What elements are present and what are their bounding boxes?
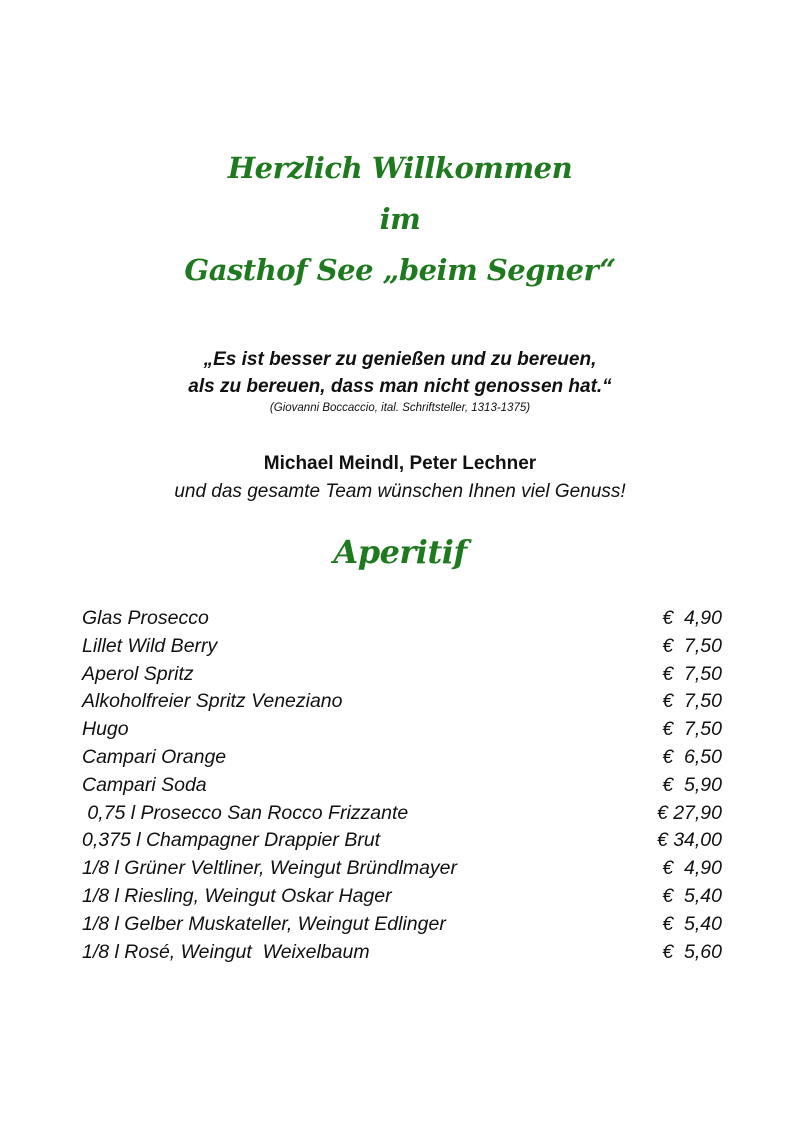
menu-item-price: € 4,90: [662, 857, 722, 880]
menu-item-name: Lillet Wild Berry: [82, 634, 218, 657]
hosts-block: [0, 450, 800, 506]
menu-item-price: € 5,90: [662, 773, 722, 796]
menu-item-name: 1/8 l Rosé, Weingut Weixelbaum: [82, 940, 370, 963]
menu-item: [82, 633, 722, 661]
menu-item-name: Alkoholfreier Spritz Veneziano: [82, 690, 343, 713]
menu-item: [82, 744, 722, 772]
menu-item: [82, 827, 722, 855]
welcome-heading: [0, 145, 800, 298]
host-names: Michael Meindl, Peter Lechner: [263, 453, 537, 474]
menu-item: [82, 661, 722, 689]
menu-item-name: 1/8 l Gelber Muskateller, Weingut Edlinger: [82, 912, 446, 935]
menu-item-name: Glas Prosecco: [82, 607, 209, 629]
menu-item: [82, 911, 722, 939]
menu-item: [82, 772, 722, 800]
menu-item: [82, 605, 722, 633]
menu-item-name: 1/8 l Grüner Veltliner, Weingut Bründlmayer: [82, 857, 458, 880]
menu-item: [82, 939, 722, 967]
menu-item-name: Aperol Spritz: [82, 662, 194, 685]
menu-item-price: € 27,90: [656, 801, 722, 824]
menu-item-price: € 7,50: [662, 718, 722, 741]
menu-item: [82, 716, 722, 744]
quote: [0, 346, 800, 400]
quote-line-2: als zu bereuen, dass man nicht genossen hat.“: [188, 376, 612, 397]
section-title-aperitif: Aperitif: [333, 533, 467, 571]
menu-item-name: Campari Orange: [82, 745, 227, 768]
quote-source: (Giovanni Boccaccio, ital. Schriftsteller, 1313-1375): [269, 402, 531, 414]
menu-item-price: € 4,90: [662, 607, 722, 629]
welcome-line-2: im: [379, 202, 421, 236]
menu-item-price: € 7,50: [662, 662, 722, 685]
menu-item-price: € 7,50: [662, 634, 722, 657]
welcome-line-3: Gasthof See „beim Segner“: [184, 253, 616, 287]
aperitif-menu-list: [82, 605, 722, 966]
menu-item-price: € 34,00: [656, 829, 722, 852]
menu-item-price: € 5,40: [662, 884, 722, 907]
menu-item: [82, 883, 722, 911]
team-wish: und das gesamte Team wünschen Ihnen viel Genuss!: [174, 481, 626, 502]
menu-item-price: € 5,40: [662, 912, 722, 935]
quote-line-1: „Es ist besser zu genießen und zu bereuen,: [203, 349, 597, 370]
welcome-line-1: Herzlich Willkommen: [227, 151, 573, 185]
menu-item-name: 0,375 l Champagner Drappier Brut: [82, 829, 381, 852]
menu-item-name: Hugo: [82, 718, 129, 741]
menu-item-name: 0,75 l Prosecco San Rocco Frizzante: [82, 801, 409, 824]
menu-item-price: € 7,50: [662, 690, 722, 713]
menu-item-name: 1/8 l Riesling, Weingut Oskar Hager: [82, 884, 392, 907]
menu-item-price: € 6,50: [662, 745, 722, 768]
menu-item: [82, 688, 722, 716]
menu-item: [82, 800, 722, 828]
menu-item: [82, 855, 722, 883]
menu-item-price: € 5,60: [662, 940, 722, 963]
menu-item-name: Campari Soda: [82, 773, 207, 796]
